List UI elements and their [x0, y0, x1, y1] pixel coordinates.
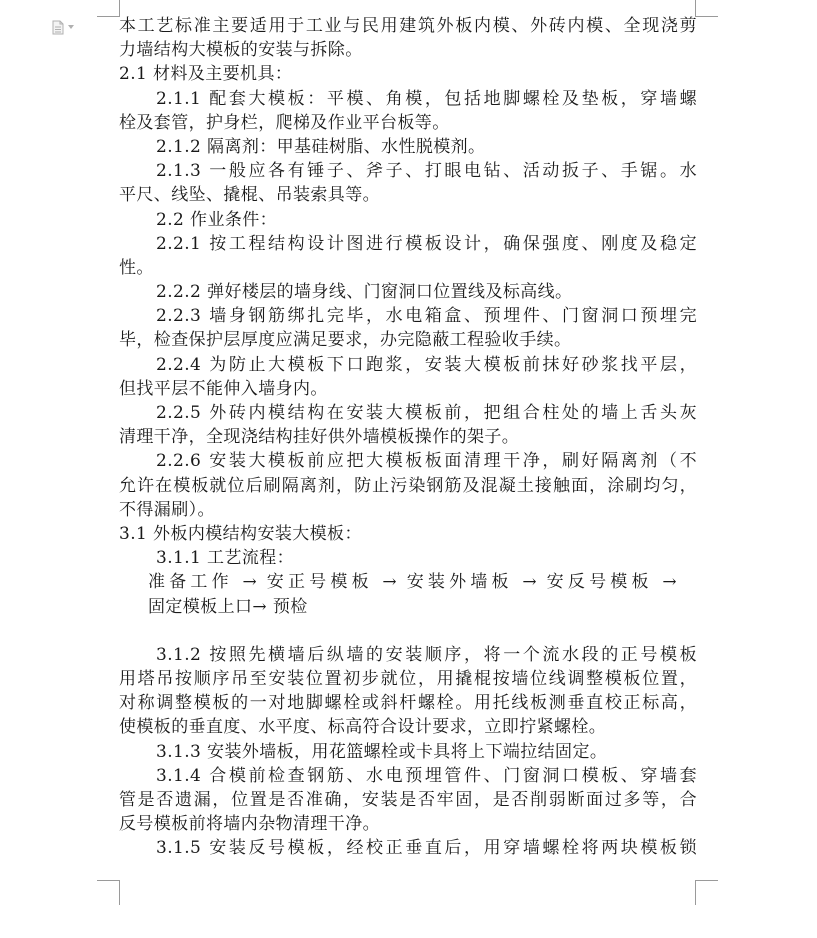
text-line: 3.1.4 合模前检查钢筋、水电预埋管件、门窗洞口模板、穿墙套: [156, 765, 697, 786]
text-line: 2.2.2 弹好楼层的墙身线、门窗洞口位置线及标高线。: [156, 282, 573, 303]
document-body[interactable]: [119, 14, 697, 861]
text-line: 毕，检查保护层厚度应满足要求，办完隐蔽工程验收手续。: [119, 330, 572, 351]
text-line: 反号模板前将墙内杂物清理干净。: [119, 814, 380, 835]
process-flow-line: 固定模板上口→ 预检: [148, 596, 308, 617]
text-line: 2.2.6 安装大模板前应把大模板板面清理干净，刷好隔离剂（不: [156, 451, 697, 472]
blank-line: [119, 619, 697, 643]
text-line: 允许在模板就位后刷隔离剂，防止污染钢筋及混凝土接触面，涂刷均匀，: [119, 475, 697, 496]
text-line: 2.2.5 外砖内模结构在安装大模板前，把组合柱处的墙上舌头灰: [156, 403, 697, 423]
text-line: 不得漏刷）。: [119, 499, 215, 520]
document-icon: [52, 20, 64, 35]
text-line: 但找平层不能伸入墙身内。: [119, 378, 328, 399]
crop-mark-bottom-left: [97, 880, 120, 905]
text-line: 3.1.5 安装反号模板，经校正垂直后，用穿墙螺栓将两块模板锁: [156, 838, 697, 859]
text-line: 3.1.1 工艺流程：: [156, 548, 295, 569]
crop-mark-top-right: [695, 0, 718, 17]
text-line: 2.2.4 为防止大模板下口跑浆，安装大模板前抹好砂浆找平层，: [156, 354, 697, 375]
text-line: 2.1.2 隔离剂：甲基硅树脂、水性脱模剂。: [156, 136, 486, 157]
text-line: 2.1.3 一般应各有锤子、斧子、打眼电钻、活动扳子、手锯。水: [156, 161, 697, 182]
crop-mark-bottom-right: [695, 880, 718, 905]
text-line: 本工艺标准主要适用于工业与民用建筑外板内模、外砖内模、全现浇剪: [119, 16, 697, 36]
text-line: 平尺、线坠、撬棍、吊装索具等。: [119, 185, 380, 206]
text-line: 用塔吊按顺序吊至安装位置初步就位，用撬棍按墙位线调整模板位置，: [119, 669, 697, 690]
text-line: 性。: [119, 257, 154, 278]
paragraph-options-button[interactable]: [52, 17, 82, 37]
text-line: 3.1.2 按照先横墙后纵墙的安装顺序，将一个流水段的正号模板: [156, 644, 697, 665]
text-line: 使模板的垂直度、水平度、标高符合设计要求，立即拧紧螺栓。: [119, 717, 607, 738]
process-flow-line: 准备工作 → 安正号模板 → 安装外墙板 → 安反号模板 →: [148, 572, 677, 593]
text-line: 栓及套管，护身栏，爬梯及作业平台板等。: [119, 112, 450, 133]
section-heading: 2.2 作业条件：: [156, 209, 278, 230]
text-line: 3.1.3 安装外墙板，用花篮螺栓或卡具将上下端拉结固定。: [156, 741, 608, 762]
dropdown-caret-icon: [68, 25, 74, 29]
text-line: 管是否遗漏，位置是否准确，安装是否牢固，是否削弱断面过多等，合: [119, 790, 697, 810]
section-heading: 3.1 外板内模结构安装大模板：: [119, 523, 362, 544]
text-line: 2.2.1 按工程结构设计图进行模板设计，确保强度、刚度及稳定: [156, 233, 697, 254]
text-line: 清理干净，全现浇结构挂好供外墙模板操作的架子。: [119, 427, 520, 448]
text-line: 力墙结构大模板的安装与拆除。: [119, 40, 363, 61]
text-line: 2.1.1 配套大模板：平模、角模，包括地脚螺栓及垫板，穿墙螺: [156, 88, 697, 109]
text-line: 2.2.3 墙身钢筋绑扎完毕，水电箱盒、预埋件、门窗洞口预埋完: [156, 306, 697, 327]
text-line: 对称调整模板的一对地脚螺栓或斜杆螺栓。用托线板测垂直校正标高，: [119, 693, 697, 714]
section-heading: 2.1 材料及主要机具：: [119, 64, 293, 85]
crop-mark-top-left: [97, 0, 120, 17]
